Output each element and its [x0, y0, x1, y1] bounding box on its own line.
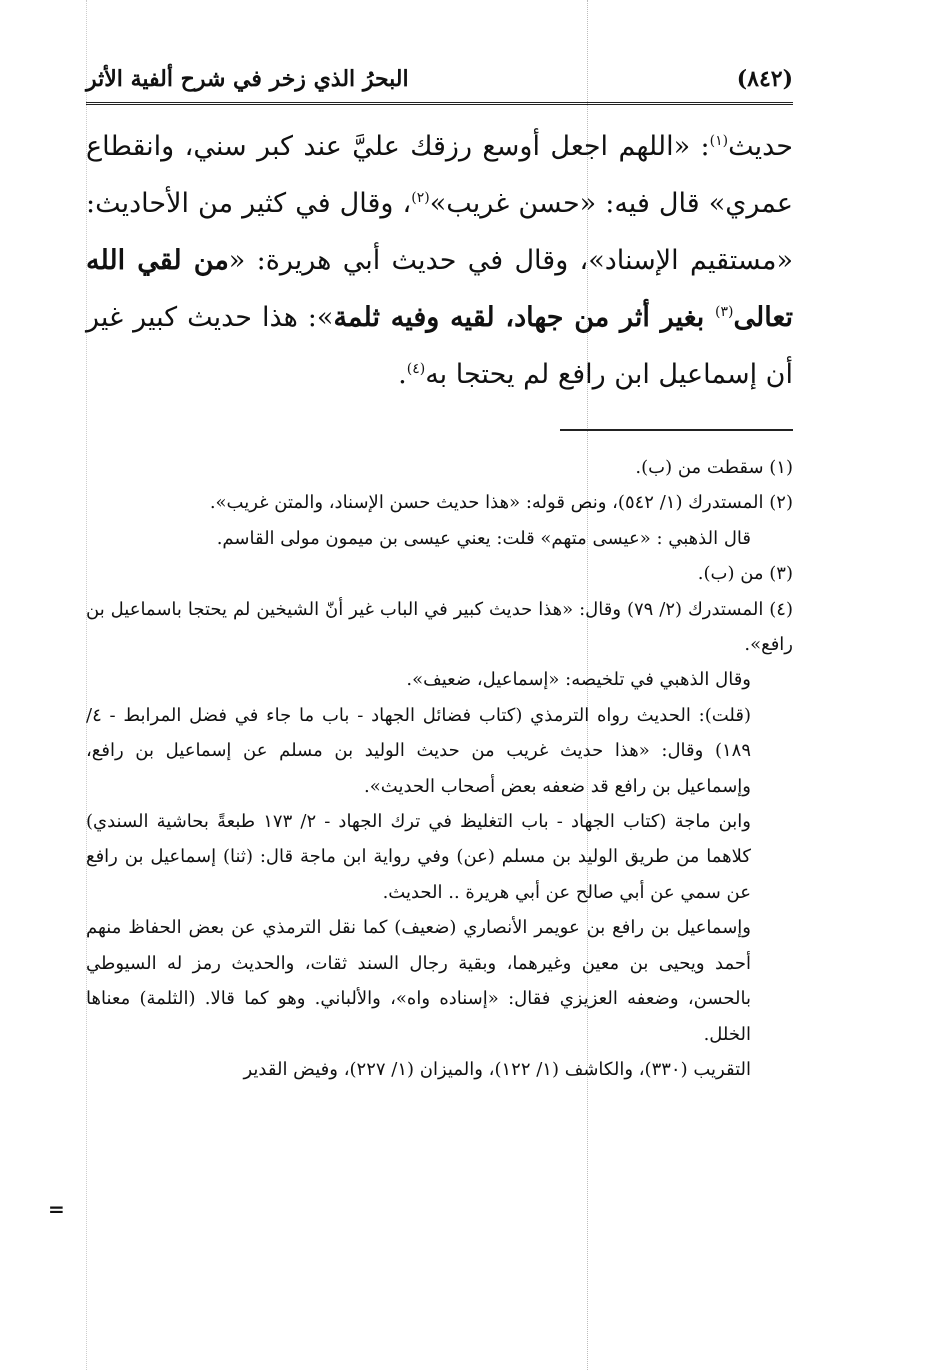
main-text-run: : «اللهم اجعل أوسع رزقك عليَّ عند كبر سني، وانقطاع عمري» قال فيه: «حسن غريب» [86, 131, 793, 219]
page-header [86, 62, 793, 105]
footnote-4-narrator: وإسماعيل بن رافع بن عويمر الأنصاري (ضعيف) كما نقل الترمذي عن بعض الحفاظ منهم أحمد ويحيى بن معين وغيرهما، وبقية رجال السند ثقات، والحديث رمز له السيوطي بالحسن، وضعفه العزيزي فقال: «إسناده واه»، والألباني. وهو كما قالا. (الثلمة) معناها الخلل. [86, 917, 751, 1045]
footnote-4: (٤) المستدرك (٢/ ٧٩) وقال: «هذا حديث كبير في الباب غير أنّ الشيخين لم يحتجا باسماعيل بن رافع». [86, 598, 793, 656]
hadith-quote: بغير أثر من جهاد، لقيه وفيه ثلمة [333, 302, 716, 333]
main-paragraph [86, 118, 793, 403]
footnote-1: (١) سقطت من (ب). [635, 457, 793, 478]
footnote-4-references: التقريب (٣٣٠)، والكاشف (١/ ١٢٢)، والميزان (١/ ٢٢٧)، وفيض القدير [243, 1058, 751, 1080]
page-number: (٨٤٢) [736, 66, 793, 92]
footnote-4-dhahabi: وقال الذهبي في تلخيصه: «إسماعيل، ضعيف». [406, 669, 751, 691]
hadith-quote: من لقي الله تعالى [86, 245, 793, 333]
footnote-ref-2[interactable]: (٢) [411, 190, 430, 206]
footnote-ref-3[interactable]: (٣) [715, 304, 734, 320]
footnote-ref-1[interactable]: (١) [709, 133, 729, 149]
footnote-2: (٢) المستدرك (١/ ٥٤٢)، ونص قوله: «هذا حديث حسن الإسناد، والمتن غريب». [209, 492, 793, 514]
main-text-run: ، وقال في كثير من الأحاديث: «مستقيم الإسناد»، وقال في حديث أبي هريرة: « [86, 188, 793, 276]
footnote-2-note: قال الذهبي : «عيسى متهم» قلت: يعني عيسى بن ميمون مولى القاسم. [216, 527, 751, 549]
footnote-separator [560, 429, 793, 431]
footnote-ref-4[interactable]: (٤) [406, 361, 426, 377]
main-text-run: حديث [728, 131, 793, 162]
footnote-3: (٣) من (ب). [697, 563, 793, 585]
footnote-4-tirmidhi: (قلت): الحديث رواه الترمذي (كتاب فضائل الجهاد - باب ما جاء في فضل المرابط - ٤/ ١٨٩) وقال: «هذا حديث غريب من حديث الوليد بن مسلم عن إسماعيل بن رافع، وإسماعيل بن رافع قد ضعفه بعض أصحاب الحديث». [86, 704, 751, 797]
main-text-run: . [398, 359, 407, 390]
main-text [86, 118, 793, 403]
main-text-run: »: هذا حديث كبير غير أن إسماعيل ابن رافع لم يحتجا به [86, 302, 793, 390]
footnotes [86, 450, 793, 1087]
continuation-mark: = [48, 1197, 65, 1221]
running-title: البحرُ الذي زخر في شرح ألفية الأثر [86, 66, 409, 92]
footnote-4-ibn-majah: وابن ماجة (كتاب الجهاد - باب التغليظ في ترك الجهاد - ٢/ ١٧٣ طبعةً بحاشية السندي) كلاهما من طريق الوليد بن مسلم (عن) وفي رواية ابن ماجة قال: (ثنا) إسماعيل بن رافع عن سمي عن أبي صالح عن أبي هريرة .. الحديث. [86, 811, 751, 903]
